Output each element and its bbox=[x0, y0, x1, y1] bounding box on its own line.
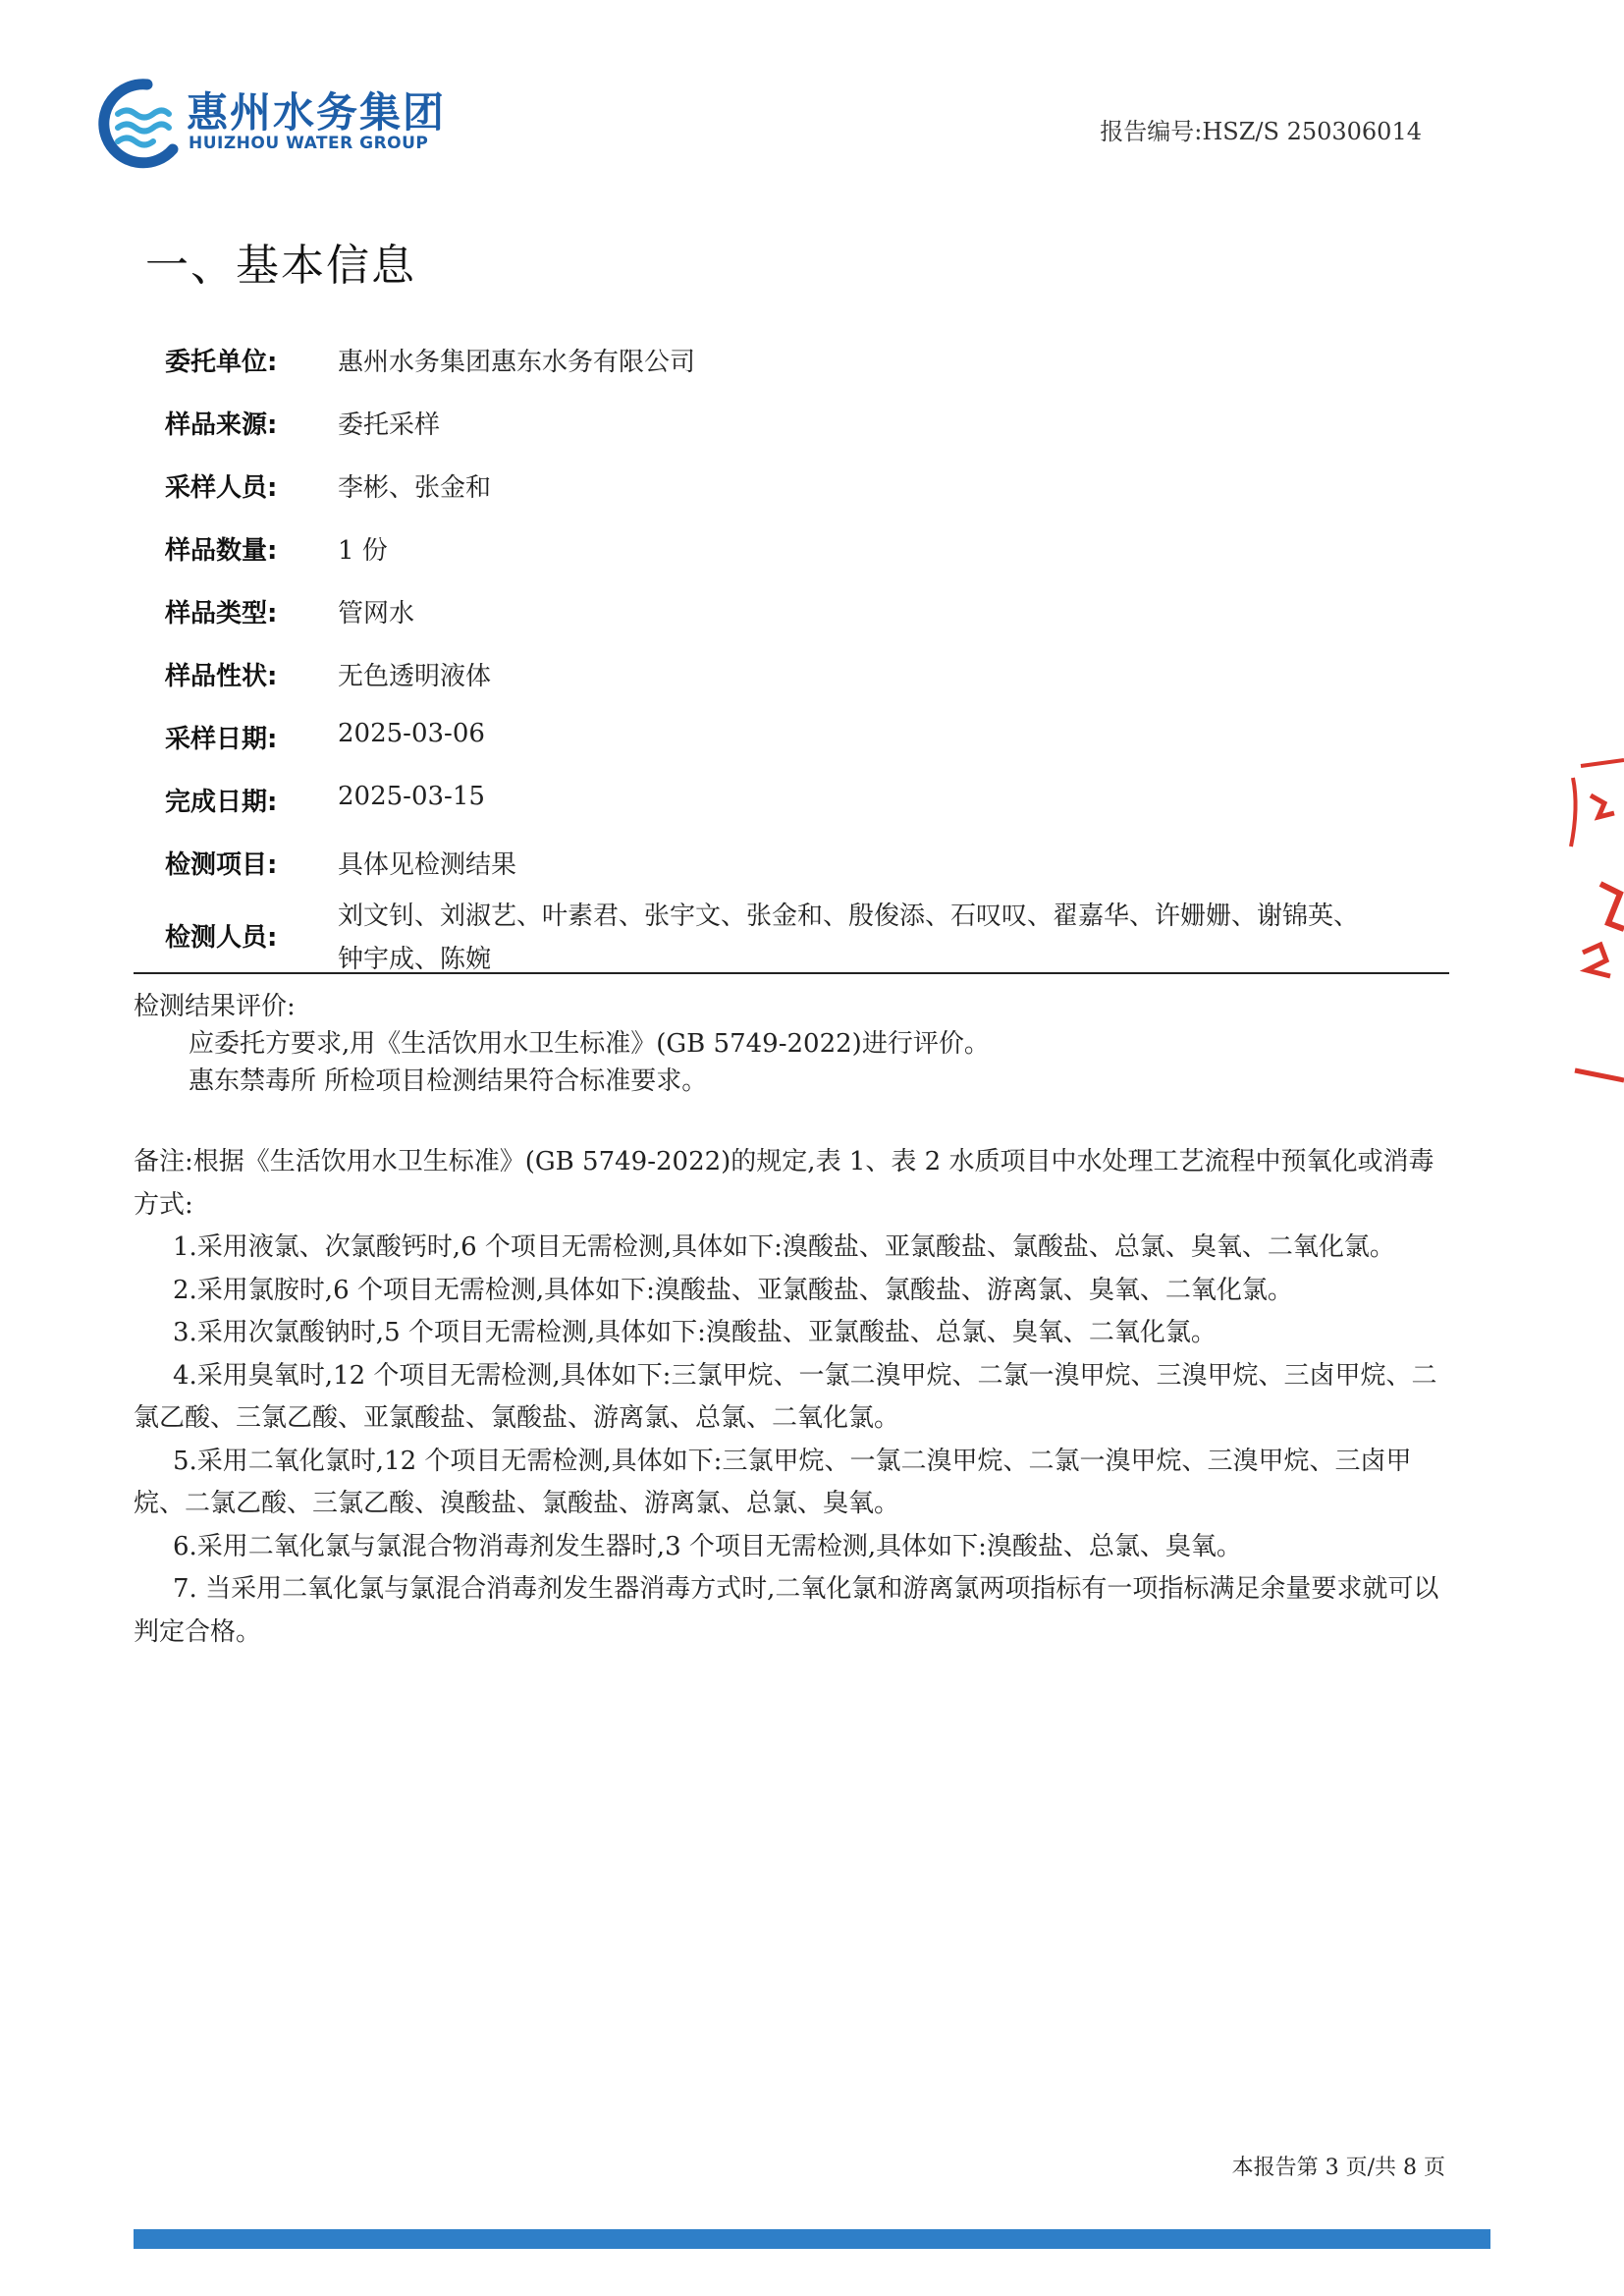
company-logo bbox=[88, 77, 447, 175]
info-value-client: 惠州水务集团惠东水务有限公司 bbox=[338, 348, 696, 377]
info-label-sampling-date: 采样日期: bbox=[165, 725, 278, 754]
evaluation-line-1: 应委托方要求,用《生活饮用水卫生标准》(GB 5749-2022)进行评价。 bbox=[189, 1029, 990, 1059]
info-label-testers: 检测人员: bbox=[165, 923, 278, 953]
footer-bar bbox=[134, 2229, 1490, 2249]
evaluation-line-2: 惠东禁毒所 所检项目检测结果符合标准要求。 bbox=[189, 1066, 708, 1096]
info-value-testers-cont: 钟宇成、陈婉 bbox=[338, 945, 492, 974]
info-label-sample-count: 样品数量: bbox=[165, 536, 278, 566]
logo-wave-icon bbox=[88, 77, 183, 171]
notes-item: 5.采用二氧化氯时,12 个项目无需检测,具体如下:三氯甲烷、一氯二溴甲烷、二氯一溴甲烷、三溴甲烷、三卤甲烷、二氯乙酸、三氯乙酸、溴酸盐、氯酸盐、游离氯、总氯、臭氧。 bbox=[134, 1446, 1412, 1518]
notes-item: 2.采用氯胺时,6 个项目无需检测,具体如下:溴酸盐、亚氯酸盐、氯酸盐、游离氯、臭氧、二氧化氯。 bbox=[173, 1275, 1293, 1305]
info-label-samplers: 采样人员: bbox=[165, 473, 278, 503]
notes-item: 4.采用臭氧时,12 个项目无需检测,具体如下:三氯甲烷、一氯二溴甲烷、二氯一溴甲烷、三溴甲烷、三卤甲烷、二氯乙酸、三氯乙酸、亚氯酸盐、氯酸盐、游离氯、总氯、二氧化氯。 bbox=[134, 1360, 1437, 1433]
notes-block bbox=[134, 1141, 1449, 1654]
info-value-testers: 刘文钊、刘淑艺、叶素君、张宇文、张金和、殷俊添、石叹叹、翟嘉华、许姗姗、谢锦英、 bbox=[338, 902, 1360, 931]
seal-stamp-icon bbox=[1561, 756, 1624, 1090]
report-number: 报告编号:HSZ/S 250306014 bbox=[1100, 118, 1422, 145]
logo-english-name: HUIZHOU WATER GROUP bbox=[189, 134, 429, 153]
logo-chinese-name: 惠州水务集团 bbox=[187, 88, 447, 137]
info-value-sample-appearance: 无色透明液体 bbox=[338, 662, 492, 691]
section-title: 一、基本信息 bbox=[145, 241, 416, 291]
info-value-test-items: 具体见检测结果 bbox=[338, 850, 517, 880]
notes-item: 3.采用次氯酸钠时,5 个项目无需检测,具体如下:溴酸盐、亚氯酸盐、总氯、臭氧、二氧化氯。 bbox=[173, 1318, 1217, 1347]
evaluation-heading: 检测结果评价: bbox=[134, 992, 296, 1021]
info-label-sample-type: 样品类型: bbox=[165, 599, 278, 629]
info-value-sample-count: 1 份 bbox=[338, 536, 388, 566]
info-label-sample-source: 样品来源: bbox=[165, 410, 278, 440]
info-value-sample-type: 管网水 bbox=[338, 599, 415, 629]
info-value-sample-source: 委托采样 bbox=[338, 410, 441, 440]
info-label-completion-date: 完成日期: bbox=[165, 788, 278, 817]
info-label-client: 委托单位: bbox=[165, 348, 278, 377]
info-value-sampling-date: 2025-03-06 bbox=[338, 719, 485, 748]
info-label-sample-appearance: 样品性状: bbox=[165, 662, 278, 691]
notes-intro: 备注:根据《生活饮用水卫生标准》(GB 5749-2022)的规定,表 1、表 2 水质项目中水处理工艺流程中预氧化或消毒方式: bbox=[134, 1147, 1435, 1220]
section-divider bbox=[134, 972, 1449, 974]
info-value-completion-date: 2025-03-15 bbox=[338, 782, 485, 811]
notes-item: 1.采用液氯、次氯酸钙时,6 个项目无需检测,具体如下:溴酸盐、亚氯酸盐、氯酸盐、总氯、臭氧、二氧化氯。 bbox=[173, 1232, 1395, 1262]
notes-item: 6.采用二氧化氯与氯混合物消毒剂发生器时,3 个项目无需检测,具体如下:溴酸盐、总氯、臭氧。 bbox=[173, 1531, 1242, 1561]
info-label-test-items: 检测项目: bbox=[165, 850, 278, 880]
info-value-samplers: 李彬、张金和 bbox=[338, 473, 492, 503]
page-number: 本报告第 3 页/共 8 页 bbox=[1231, 2156, 1445, 2180]
notes-item: 7. 当采用二氧化氯与氯混合消毒剂发生器消毒方式时,二氧化氯和游离氯两项指标有一项指标满足余量要求就可以判定合格。 bbox=[134, 1574, 1439, 1647]
